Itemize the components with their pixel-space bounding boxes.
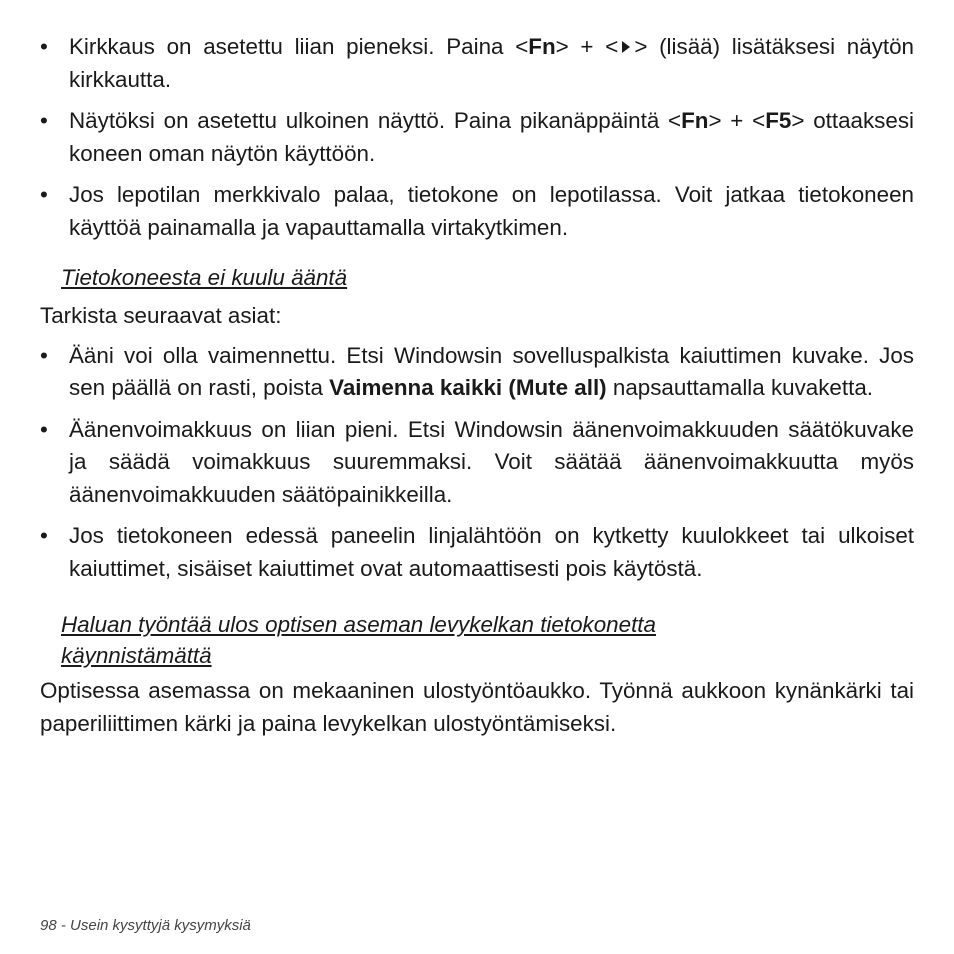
- page-footer: 98 - Usein kysyttyjä kysymyksiä: [40, 917, 251, 934]
- list-item: [40, 414, 914, 512]
- bullet-mark: •: [40, 416, 48, 442]
- intro-text: Tarkista seuraavat asiat:: [40, 303, 282, 328]
- key-f5: F5: [765, 108, 792, 133]
- item-text: Jos tietokoneen edessä paneelin linjalähtöön on kytketty kuulokkeet tai ulkoiset kaiuttimet, sisäiset kaiuttimet ovat automaattisesti pois käytöstä.: [69, 523, 914, 581]
- item-text: > + <: [555, 34, 619, 59]
- item-text: > + <: [708, 108, 766, 133]
- item-text: napsauttamalla kuvaketta.: [606, 375, 873, 400]
- item-text: Ääni voi olla vaimennettu. Etsi Windowsin sovelluspalkista kaiuttimen kuvake. Jos sen päällä on rasti, poista: [69, 342, 914, 400]
- page-content: [40, 31, 914, 740]
- section-heading-no-sound: Tietokoneesta ei kuulu ääntä: [61, 265, 348, 290]
- list-item: [40, 520, 914, 585]
- sound-bullet-list: [40, 340, 914, 586]
- bullet-mark: •: [40, 108, 48, 133]
- section-heading-eject-tray: [61, 609, 914, 671]
- mute-all-label: Vaimenna kaikki (Mute all): [329, 375, 607, 400]
- item-text: > (lisää) lisätäksesi näytön kirkkautta.: [69, 34, 915, 92]
- key-fn: Fn: [528, 34, 556, 59]
- item-text: > ottaaksesi koneen oman näytön käyttöön.: [69, 108, 915, 166]
- item-text: Näytöksi on asetettu ulkoinen näyttö. Paina pikanäppäintä <: [69, 108, 682, 133]
- eject-instructions: Optisessa asemassa on mekaaninen ulostyöntöaukko. Työnnä aukkoon kynänkärki tai paperiliittimen kärki ja paina levykelkan ulostyöntämiseksi.: [40, 678, 914, 736]
- bullet-mark: •: [40, 34, 48, 59]
- key-fn: Fn: [681, 108, 709, 133]
- heading-line-2: käynnistämättä: [61, 643, 212, 668]
- bullet-mark: •: [40, 523, 48, 548]
- brightness-up-icon: [622, 41, 630, 53]
- heading-line-1: Haluan työntää ulos optisen aseman levykelkan tietokonetta: [61, 612, 656, 637]
- brightness-bullet-list: [40, 31, 914, 244]
- bullet-mark: •: [40, 342, 48, 368]
- list-item: [40, 105, 914, 170]
- bullet-mark: •: [40, 182, 48, 207]
- item-text: Kirkkaus on asetettu liian pieneksi. Paina <: [69, 34, 529, 59]
- list-item: [40, 31, 914, 96]
- item-text: Jos lepotilan merkkivalo palaa, tietokone on lepotilassa. Voit jatkaa tietokoneen käyttöä painamalla ja vapauttamalla virtakytkimen.: [69, 182, 914, 240]
- item-text: Äänenvoimakkuus on liian pieni. Etsi Windowsin äänenvoimakkuuden säätökuvake ja säädä voimakkuus suuremmaksi. Voit säätää äänenvoimakkuutta myös äänenvoimakkuuden säätöpainikkeilla.: [69, 416, 914, 507]
- list-item: [40, 340, 914, 405]
- list-item: [40, 179, 914, 244]
